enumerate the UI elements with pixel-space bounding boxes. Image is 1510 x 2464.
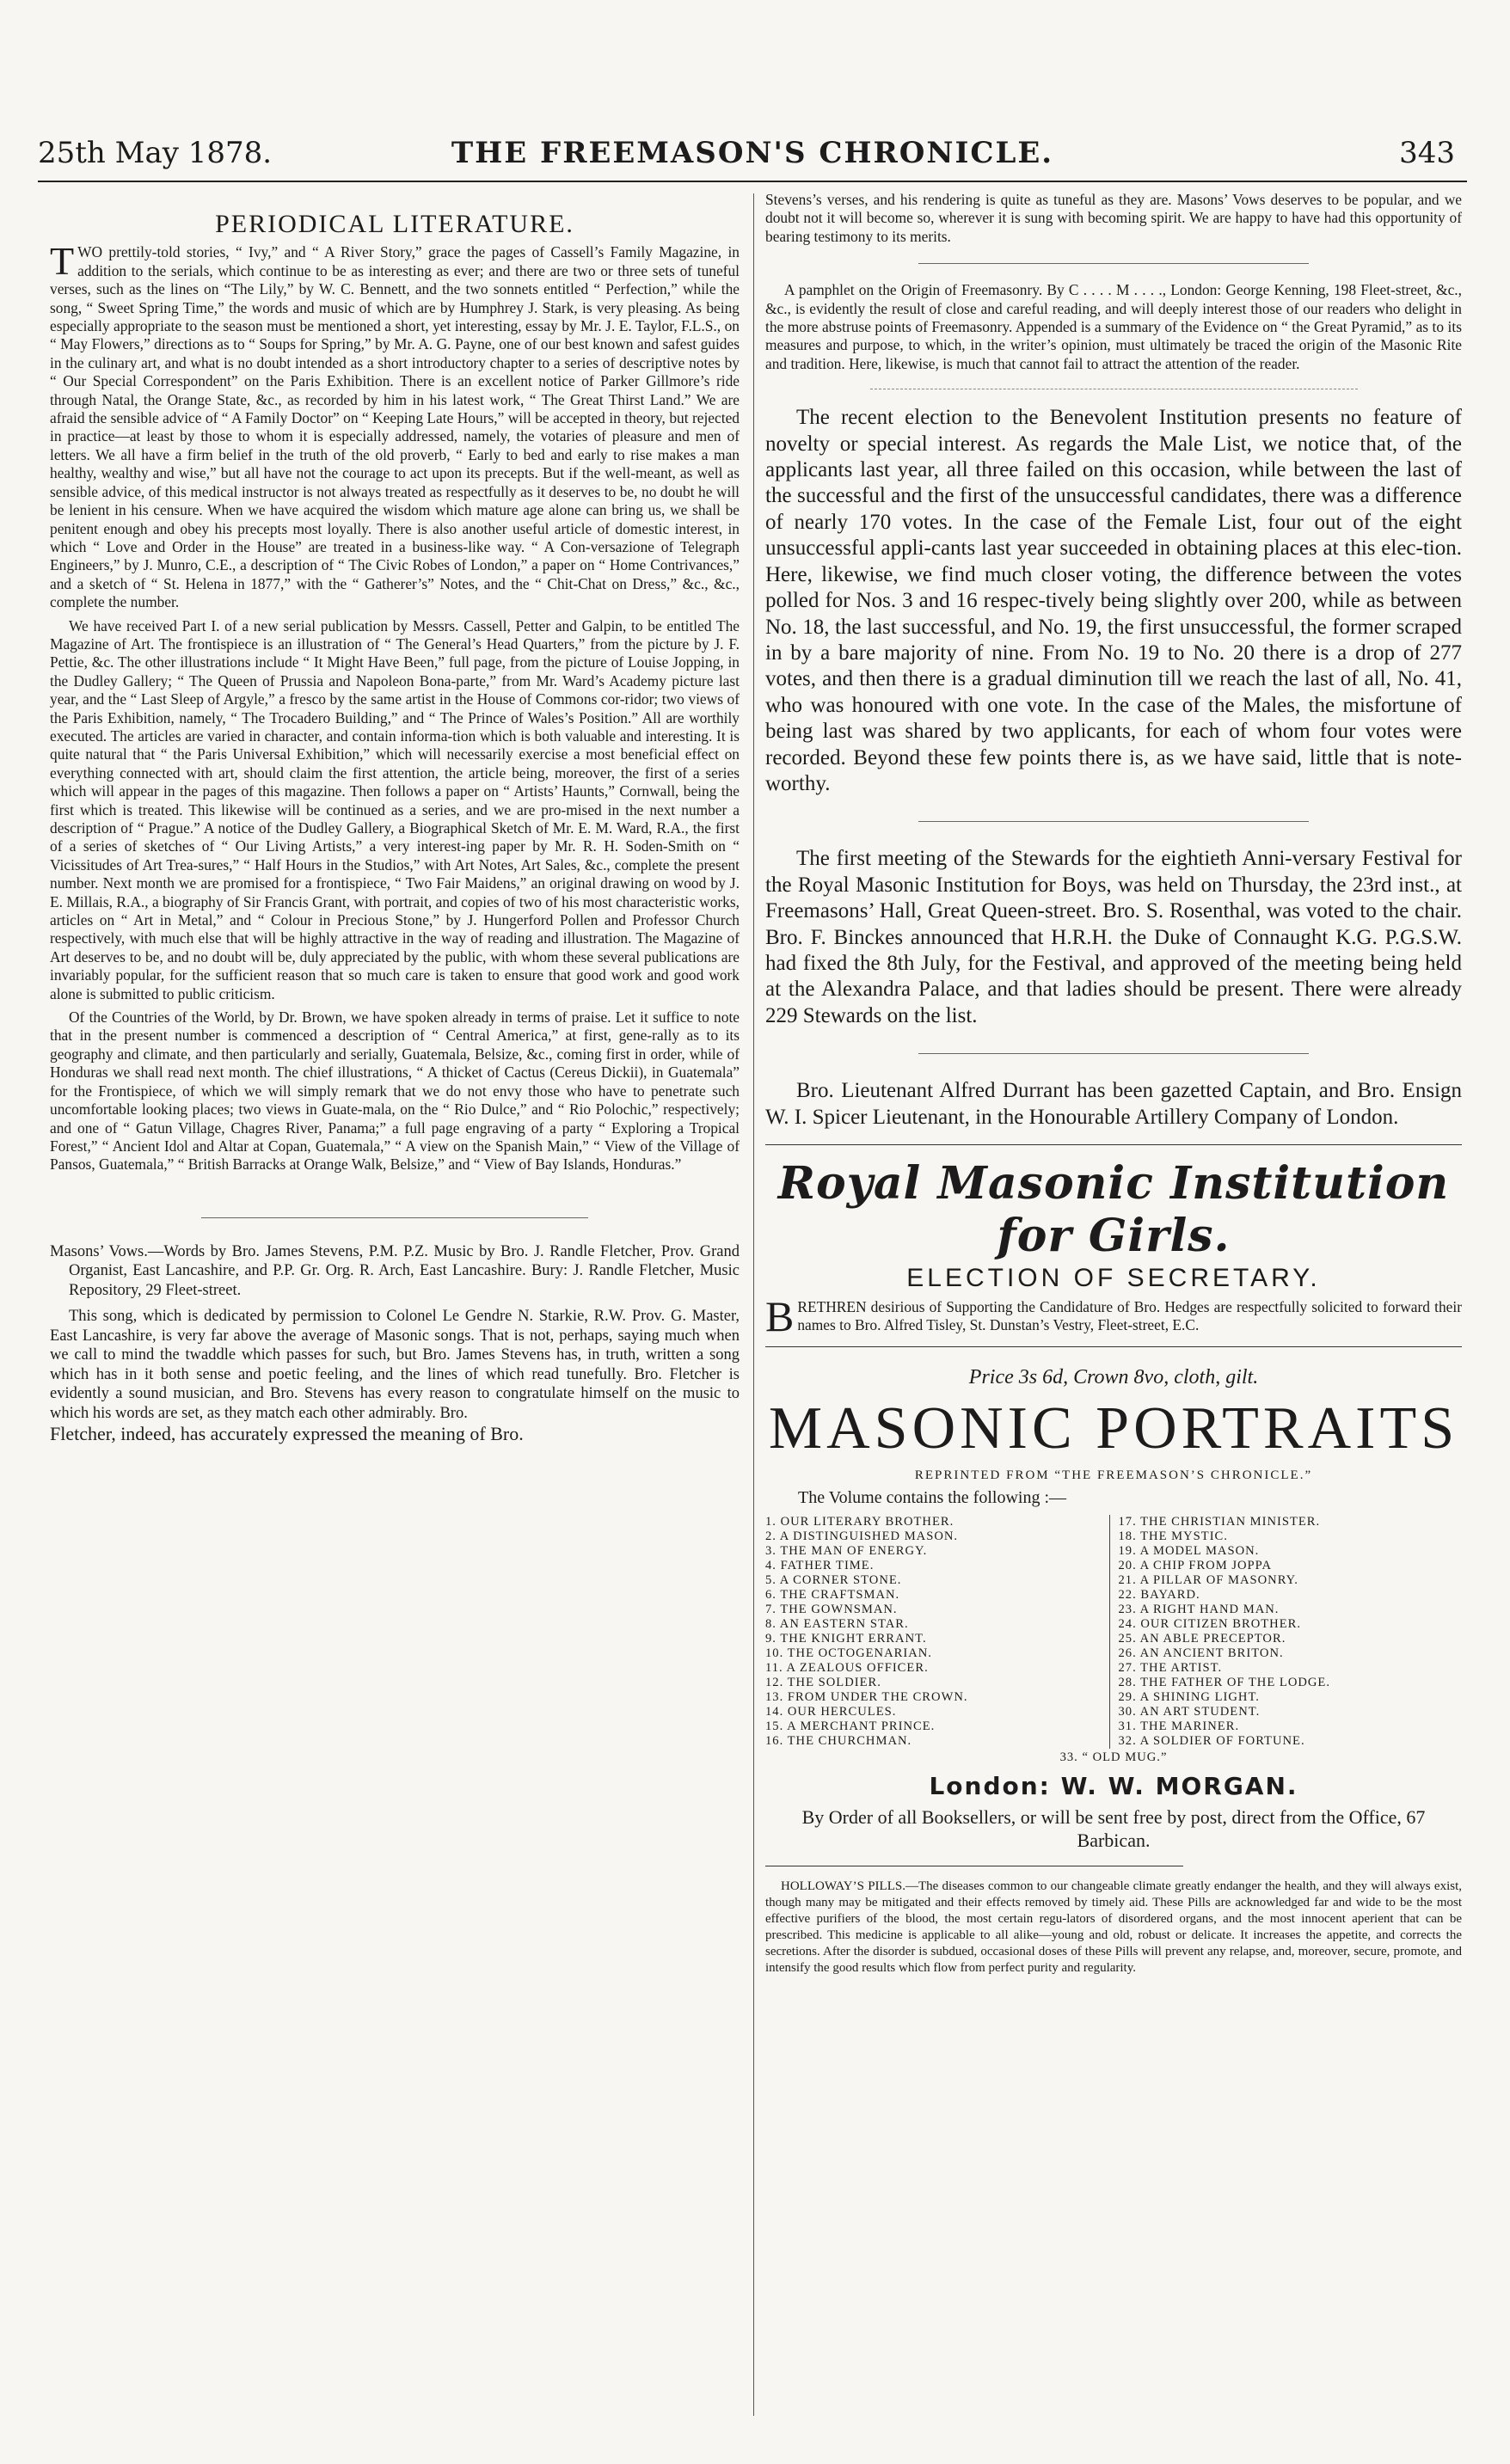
contents-list-item: 27. THE ARTIST. [1118, 1661, 1223, 1675]
election-heading: ELECTION OF SECRETARY. [906, 1264, 1321, 1292]
contents-list-item: 11. A ZEALOUS OFFICER. [765, 1661, 929, 1675]
continuation-text: Stevens’s verses, and his rendering is quite as tuneful as they are. Masons’ Vows deserves to be popular, and we doubt not it will become so, wherever it is sung with becoming spirit. We are happy to have had this opportunity of bearing testimony to its merits. [765, 191, 1462, 245]
page-number: 343 [1399, 136, 1455, 170]
contents-list-item: 25. AN ABLE PRECEPTOR. [1118, 1632, 1286, 1646]
brethren-text: RETHREN desirious of Supporting the Candidature of Bro. Hedges are respectfully solicited to forward their names to Bro. Alfred Tisley, St. Dunstan’s Vestry, Fleet-street, E.C. [797, 1298, 1462, 1333]
stewards-article [765, 846, 1462, 1029]
drop-cap: B [765, 1292, 795, 1340]
contents-list-item: 30. AN ART STUDENT. [1118, 1705, 1261, 1719]
contents-list-item: 5. A CORNER STONE. [765, 1573, 902, 1587]
section-rule [918, 263, 1309, 264]
review-continuation [765, 191, 1462, 246]
left-column [50, 182, 740, 1449]
contents-list-item: 2. A DISTINGUISHED MASON. [765, 1529, 959, 1543]
order-line: By Order of all Booksellers, or will be sent free by post, direct from the Office, 67 Barbican. [801, 1806, 1426, 1851]
contents-list-item: 16. THE CHURCHMAN. [765, 1734, 912, 1748]
contents-list-item: 32. A SOLDIER OF FORTUNE. [1118, 1734, 1305, 1748]
publisher-line: London: W. W. MORGAN. [929, 1772, 1298, 1800]
contents-list-item: 19. A MODEL MASON. [1118, 1544, 1260, 1558]
institution-title: Royal Masonic Institution for Girls. [777, 1157, 1450, 1262]
page-header [38, 129, 1467, 181]
stewards-text: The first meeting of the Stewards for the eightieth Anni-versary Festival for the Royal Masonic Institution for Boys, was held on Thursday, the 23rd inst., at Freemasons’ Hall, Great Queen-street. Bro. S. Rosenthal, was voted to the chair. Bro. F. Binckes announced that H.R.H. the Duke of Connaught K.G. P.G.S.W. had fixed the 8th July, for the Festival, and approved of the meeting being held at the Alexandra Palace, and that ladies should be present. There were already 229 Stewards on the list. [765, 847, 1462, 1027]
portraits-advert [765, 1366, 1462, 1852]
pamphlet-text: A pamphlet on the Origin of Freemasonry. By C . . . . M . . . ., London: George Kenning, 198 Fleet-street, &c., &c., is evidently the result of close and careful reading, and will deeply interest those of our readers who delight in the more abstruse points of Freemasonry. Appended is a summary of the Evidence on “ the Great Pyramid,” as to its measures and purpose, to which, in the writer’s opinion, must ultimately be traced the origin of the Masonic Rite and tradition. Here, likewise, is much that cannot fail to attract the attention of the reader. [765, 281, 1462, 372]
contents-list-item: 23. A RIGHT HAND MAN. [1118, 1603, 1280, 1616]
girls-institution-advert [765, 1157, 1462, 1340]
drop-cap: T [50, 239, 75, 284]
portraits-title: MASONIC PORTRAITS [768, 1395, 1459, 1462]
contents-list-item: 18. THE MYSTIC. [1118, 1529, 1228, 1543]
article-paragraph [50, 239, 740, 611]
holloway-advert [765, 1879, 1462, 1977]
contents-list-item: 22. BAYARD. [1118, 1588, 1200, 1602]
section-rule [201, 1217, 587, 1218]
contents-list-right [1109, 1515, 1463, 1749]
contents-list-item: 1. OUR LITERARY BROTHER. [765, 1515, 954, 1529]
contents-list-item: 26. AN ANCIENT BRITON. [1118, 1646, 1284, 1660]
contents-list-item: 10. THE OCTOGENARIAN. [765, 1646, 932, 1660]
advert-rule [765, 1144, 1462, 1145]
contents-list-item: 6. THE CRAFTSMAN. [765, 1588, 900, 1602]
contents-list-item: 9. THE KNIGHT ERRANT. [765, 1632, 927, 1646]
contents-list-item: 29. A SHINING LIGHT. [1118, 1690, 1260, 1704]
durrant-notice [765, 1078, 1462, 1131]
reprinted-line: REPRINTED FROM “THE FREEMASON’S CHRONICLE.” [914, 1468, 1313, 1482]
contents-list-item: 17. THE CHRISTIAN MINISTER. [1118, 1515, 1321, 1529]
contents-list-item: 21. A PILLAR OF MASONRY. [1118, 1573, 1298, 1587]
column-divider [753, 193, 754, 2416]
price-line: Price 3s 6d, Crown 8vo, cloth, gilt. [968, 1366, 1259, 1388]
section-title: PERIODICAL LITERATURE. [215, 210, 574, 238]
contents-list-item: 24. OUR CITIZEN BROTHER. [1118, 1617, 1301, 1631]
article-paragraph: Of the Countries of the World, by Dr. Brown, we have spoken already in terms of praise. Let it suffice to note that in the present number is commenced a description of “ Central America,” at first, gene-rally as to its geography and climate, and then particularly and serially, Guatemala, Belsize, &c., coming first in order, while of Honduras we shall read next month. The chief illustrations, “ A thicket of Cactus (Cereus Dickii), in Guatemala” for the Frontispiece, of which we will simply remark that we do not envy those who have to penetrate such uncomfortable looking places; two views in Guate-mala, on the “ Rio Dulce,” and “ Rio Polochic,” respectively; and one of “ Gatun Village, Chagres River, Panama;” a full page engraving of a party “ Exploring a Tropical Forest,” “ Ancient Idol and Altar at Copan, Guatemala,” “ A view on the Spanish Main,” “ View of the Village of Pansos, Guatemala,” “ British Barracks at Orange Walk, Belsize,” and “ View of Bay Islands, Honduras.” [50, 1008, 740, 1174]
contents-list-item: 7. THE GOWNSMAN. [765, 1603, 898, 1616]
newspaper-title: THE FREEMASON'S CHRONICLE. [451, 136, 1054, 170]
contents-list-item: 15. A MERCHANT PRINCE. [765, 1719, 936, 1733]
article-paragraph: We have received Part I. of a new serial publication by Messrs. Cassell, Petter and Galpin, to be entitled The Magazine of Art. The frontispiece is an illustration of “ The General’s Head Quarters,” from the picture by J. F. Pettie, &c. The other illustrations include “ It Might Have Been,” full page, from the picture of Louise Jopping, in the Dudley Gallery; “ The Queen of Prussia and Napoleon Bona-parte,” from Mr. Ward’s Academy picture last year, and the “ Last Sleep of Argyle,” a fresco by the same artist in the House of Commons cor-ridor; two views of the Paris Exhibition, namely, “ The Trocadero Building,” and “ The Prince of Wales’s Position.” All are worthily executed. The articles are varied in character, and contain informa-tion which is both valuable and interesting. It is quite natural that “ the Paris Universal Exhibition,” which will necessarily exercise a most beneficial effect on everything connected with art, should claim the first attention, the article being, moreover, the first of a series which will appear in the pages of this magazine. Then follows a paper on “ Artists’ Haunts,” Cornwall, being the first which is treated. This likewise will be continued as a series, and we are pro-mised in the next number a description of “ Prague.” A notice of the Dudley Gallery, a Biographical Sketch of Mr. E. M. Ward, R.A., the first of a series of sketches of “ Our Living Artists,” a very interest-ing paper by Mr. R. H. Soden-Smith on “ Vicissitudes of Art Trea-sures,” “ Half Hours in the Studios,” with Art Notes, Art Sales, &c., complete the present number. Next month we are promised for a frontispiece, “ Two Fair Maidens,” an original drawing on wood by J. E. Millais, R.A., a biography of Sir Francis Grant, with portrait, and copies of two of his most characteristic works, articles on “ Art in Metal,” and “ Colour in Precious Stone,” by J. Hungerford Pollen and Professor Church respectively, with much else that will be highly attractive in the way of reading and illustration. The Magazine of Art deserves to be, and no doubt will be, duly appreciated by the public, with whom these several publications are invariably popular, for the sufficient reason that so much care is taken to ensure that good work and good work alone is submitted to public criticism. [50, 616, 740, 1002]
contents-list-left [765, 1515, 1109, 1749]
brethren-notice [765, 1292, 1462, 1340]
advert-rule [765, 1346, 1462, 1347]
issue-date: 25th May 1878. [38, 136, 273, 170]
pamphlet-review [765, 281, 1462, 373]
benevolent-article [765, 405, 1462, 797]
contents-list-item: 13. FROM UNDER THE CROWN. [765, 1690, 968, 1704]
benevolent-text: The recent election to the Benevolent Institution presents no feature of novelty or special interest. As regards the Male List, we notice that, of the applicants last year, all three failed on this occasion, while between the last of the successful and the first of the unsuccessful candidates, there was a difference of nearly 170 votes. In the case of the Female List, four out of the eight unsuccessful appli-cants last year succeeded in obtaining places at this elec-tion. Here, likewise, we find much closer voting, the difference between the votes polled for Nos. 3 and 16 respec-tively being slightly over 200, while as between No. 18, the last successful, and No. 19, the first unsuccessful, the former scraped in by a bare majority of nine. From No. 19 to No. 20 there is a drop of 277 votes, and then there is a gradual diminution till we reach the last of all, No. 41, who was honoured with one vote. In the case of the Males, the misfortune of being last was shared by two applicants, for each of whom four votes were recorded. Beyond these few points there is, as we have said, little that is note-worthy. [765, 406, 1462, 795]
right-column [765, 191, 1462, 1977]
section-rule [918, 1053, 1309, 1054]
contents-list [765, 1515, 1462, 1749]
contents-list-item: 31. THE MARINER. [1118, 1719, 1240, 1733]
contents-list-item: 14. OUR HERCULES. [765, 1705, 897, 1719]
contents-list-item: 12. THE SOLDIER. [765, 1676, 881, 1689]
contents-list-item: 4. FATHER TIME. [765, 1559, 875, 1572]
contents-list-item: 3. THE MAN OF ENERGY. [765, 1544, 928, 1558]
contents-intro: The Volume contains the following :— [798, 1488, 1067, 1507]
contents-list-item: 20. A CHIP FROM JOPPA [1118, 1559, 1272, 1572]
paragraph-text: WO prettily-told stories, “ Ivy,” and “ A River Story,” grace the pages of Cassell’s Family Magazine, in addition to the serials, which continue to be as interesting as ever; and there are two or three sets of tuneful verses, such as the lines on “The Lily,” by W. C. Bennett, and the two sonnets entitled “ Perfection,” while the song, “ Sweet Spring Time,” the words and music of which are by Humphrey J. Stark, is very pleasing. As being especially appropriate to the season must be mentioned a short, yet interesting, essay by Mr. J. E. Taylor, F.L.S., on “ May Flowers,” directions as to “ Soups for Spring,” by Mr. A. G. Payne, one of our best known and safest guides in the culinary art, and what is no doubt intended as a short introductory chapter to a series of descriptive notes by “ Our Special Correspondent” on the Paris Exhibition. There is an excellent notice of Parker Gillmore’s ride through Natal, the Orange State, &c., as recorded by him in his latest work, “ The Great Thirst Land.” We are afraid the sensible advice of “ A Family Doctor” on “ Keeping Late Hours,” will be accepted in theory, but rejected in practice—at least by those to whom it is especially addressed, namely, the votaries of pleasure and men of letters. We all have a firm belief in the truth of the old proverb, “ Early to bed and early to rise makes a man healthy, wealthy and wise,” but all have not the courage to act upon its precepts. But if the well-meant, as well as sensible advice, of this medical instructor is not always treated as respectfully as it deserves to be, no doubt he will be lenient in his censure. When we have acquired the wisdom which mature age alone can bring us, we shall be penitent enough and obey his precepts most loyally. There is also another useful article of domestic interest, in which “ Love and Order in the House” are treated in a business-like way. “ A Con-versazione of Telegraph Engineers,” by J. Munro, C.E., a description of “ The Civic Robes of London,” a paper on “ Home Contrivances,” and a sketch of “ St. Helena in 1877,” with the “ Gatherer’s” Notes, and the “ Chit-Chat on Dress,” &c., &c., complete the number. [50, 243, 740, 611]
contents-list-item: 8. AN EASTERN STAR. [765, 1617, 909, 1631]
contents-extra: 33. “ OLD MUG.” [1059, 1750, 1168, 1764]
review-header: Masons’ Vows.—Words by Bro. James Stevens, P.M. P.Z. Music by Bro. J. Randle Fletcher, Prov. Grand Organist, East Lancashire, and P.P. Gr. Org. R. Arch, East Lancashire. Bury: J. Randle Fletcher, Music Repository, 29 Fleet-street. [50, 1242, 740, 1299]
review-last-line: Fletcher, indeed, has accurately expressed the meaning of Bro. [50, 1423, 524, 1445]
contents-list-item: 28. THE FATHER OF THE LODGE. [1118, 1676, 1330, 1689]
section-rule [918, 821, 1309, 822]
holloway-text: HOLLOWAY’S PILLS.—The diseases common to our changeable climate greatly endanger the health, and they will always exist, though many may be mitigated and their effects removed by timely aid. These Pills are acknowledged far and wide to be the most effective purifiers of the blood, the most certain regu-lators of disordered organs, and the most innocent aperient that can be prescribed. This medicine is applicable to all alike—young and old, robust or delicate. It increases the appetite, and corrects the secretions. After the disorder is subdued, occasional doses of these Pills will prevent any relapse, and, moreover, secure, promote, and intensify the good results which flow from perfect purity and regularity. [765, 1879, 1462, 1975]
review-body: This song, which is dedicated by permission to Colonel Le Gendre N. Starkie, R.W. Prov. G. Master, East Lancashire, is very far above the average of Masonic songs. That is not, perhaps, saying much when we call to mind the twaddle which passes for such, but Bro. James Stevens has, in truth, written a song which has in it both sense and poetic feeling, and the lines of which read tunefully. Bro. Fletcher is evidently a sound musician, and Bro. Stevens has every reason to congratulate himself on the music to which his words are set, as they match each other admirably. Bro. [50, 1308, 740, 1422]
durrant-text: Bro. Lieutenant Alfred Durrant has been gazetted Captain, and Bro. Ensign W. I. Spicer Lieutenant, in the Honourable Artillery Company of London. [765, 1079, 1462, 1129]
